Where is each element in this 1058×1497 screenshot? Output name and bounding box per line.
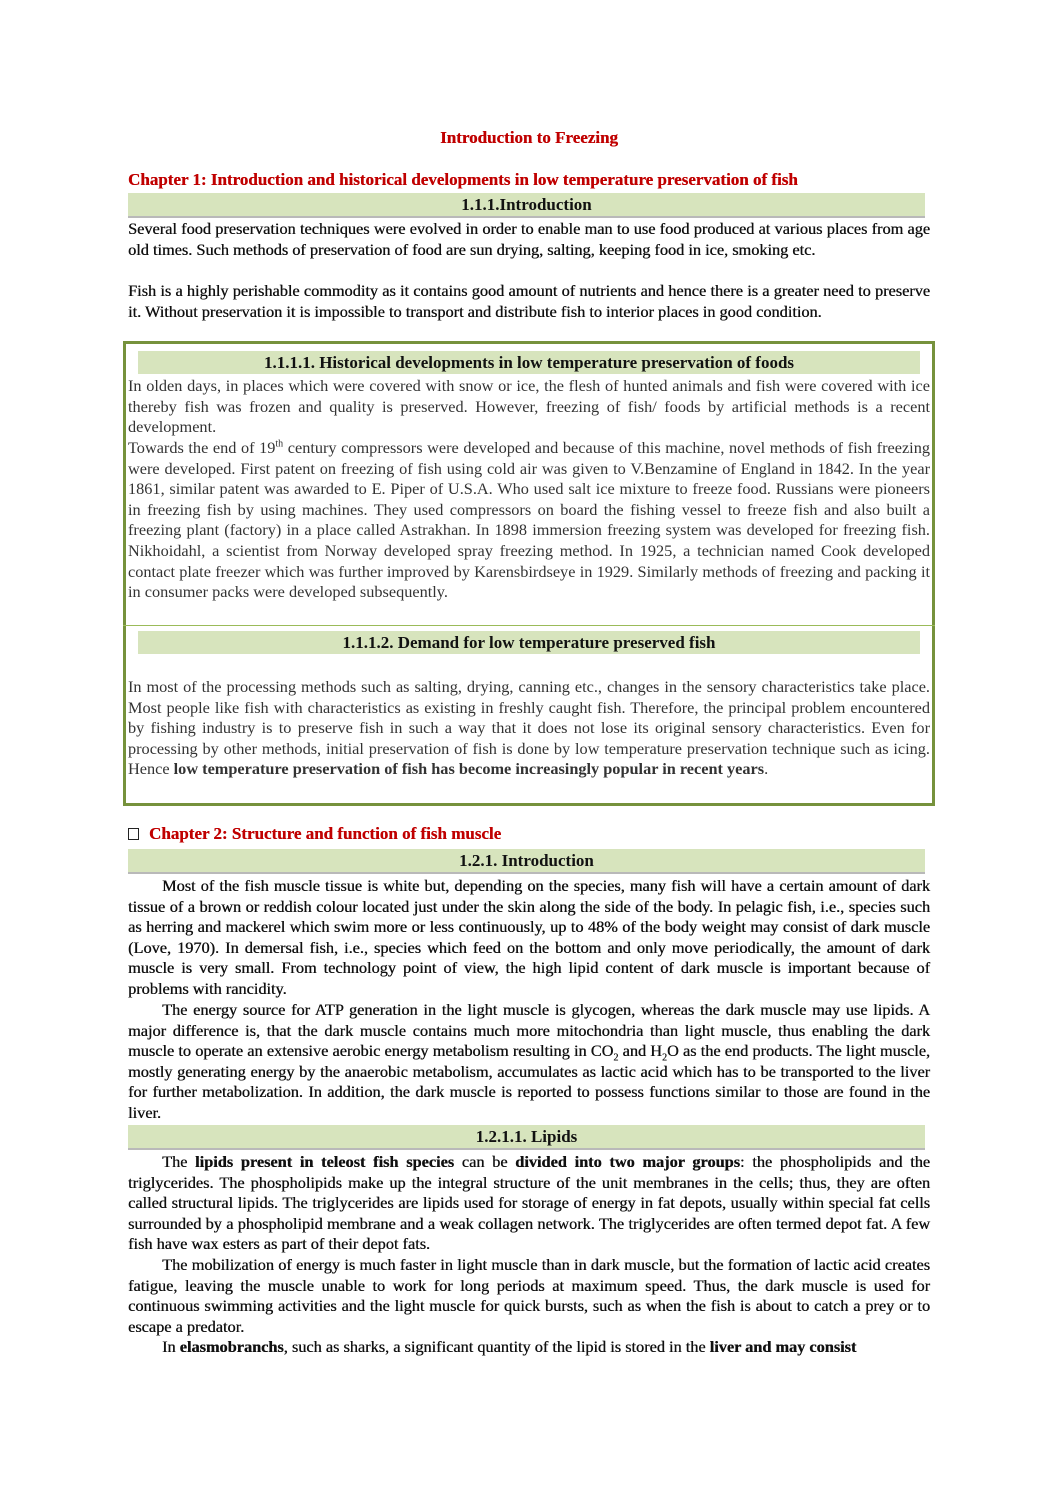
paragraph-lipids-2: The mobilization of energy is much faster in light muscle than in dark muscle, but the formation of lactic acid creates fatigue, leaving the muscle unable to work for long periods at maximum speed. Thus, the dark muscle is used for continuous swimming activities and the light muscle for quick bursts, such as when the fish is about to catch a prey or to escape a predator. xyxy=(128,1255,930,1336)
paragraph-intro-1: Several food preservation techniques were evolved in order to enable man to use food produced at various places from age old times. Such methods of preservation of food are sun drying, salting, keeping food in ice, smoking etc. xyxy=(128,219,930,259)
paragraph-history-1: In olden days, in places which were covered with snow or ice, the flesh of hunted animals and fish were covered with ice thereby fish was frozen and quality is preserved. However, freezing of fish/ foods by artificial methods is a recent development. xyxy=(128,376,930,437)
document-title: Introduction to Freezing xyxy=(440,128,618,147)
section-heading-1-1-1-2: 1.1.1.2. Demand for low temperature preserved fish xyxy=(138,631,920,654)
paragraph-history-2: Towards the end of 19th century compressors were developed and because of this machine, novel methods of fish freezing were developed. First patent on freezing of fish using cold air was given to V.Benzamine of England in 1842. In the year 1861, similar patent was awarded to E. Piper of U.S.A. Who used salt ice mixture to freeze food. Russians were pioneers in freezing fish by using machines. They used compressors on board the fishing vessel to freeze fish and also built a freezing plant (factory) in a place called Astrakhan. In 1898 immersion freezing system was developed for freezing fish. Nikhoidahl, a scientist from Norway developed spray freezing method. In 1925, a technician named Cook developed contact plate freezer which was further improved by Karensbirdseye in 1929. Similarly methods of freezing and packing it in consumer packs were developed subsequently. xyxy=(128,438,930,602)
paragraph-muscle-2: The energy source for ATP generation in the light muscle is glycogen, whereas the dark muscle may use lipids. A major difference is, that the dark muscle contains much more mitochondria than light muscle, thus enabling the dark muscle to operate an extensive aerobic energy metabolism resulting in $CO_2$ and $H_2O$ as the end products. The light muscle, mostly generating energy by the anaerobic metabolism, accumulates as lactic acid which has to be transported to the liver for further metabolization. In addition, the dark muscle is reported to possess functions similar to those are found in the liver. xyxy=(128,1000,931,1122)
section-heading-1-1-1-1: 1.1.1.1. Historical developments in low temperature preservation of foods xyxy=(138,351,920,374)
paragraph-lipids-1: The lipids present in teleost fish species can be divided into two major groups: the phospholipids and the triglycerides. The phospholipids make up the integral structure of the unit membranes in the cells; thus, they are often called structural lipids. The triglycerides are lipids used for storage of energy in fat depots, usually within special fat cells surrounded by a phospholipid membrane and a weak collagen network. The triglycerides are often termed depot fat. A few fish have wax esters as part of their depot fats. xyxy=(128,1152,931,1254)
ordinal-superscript: th xyxy=(275,438,284,450)
section-heading-1-1-1: 1.1.1.Introduction xyxy=(128,193,925,218)
checkbox-bullet-icon xyxy=(128,828,139,840)
paragraph-intro-2: Fish is a highly perishable commodity as it contains good amount of nutrients and hence there is a greater need to preserve it. Without preservation it is impossible to transport and distribute fish to interior places in good condition. xyxy=(128,281,930,321)
section-heading-1-2-1-1: 1.2.1.1. Lipids xyxy=(128,1125,925,1150)
chapter-1-heading: Chapter 1: Introduction and historical developments in low temperature preservation of fish xyxy=(128,170,798,189)
chapter-2-heading: Chapter 2: Structure and function of fish muscle xyxy=(128,824,501,844)
section-heading-1-2-1: 1.2.1. Introduction xyxy=(128,849,925,874)
paragraph-lipids-3: In elasmobranchs, such as sharks, a significant quantity of the lipid is stored in the liver and may consist xyxy=(162,1337,857,1356)
box-divider xyxy=(123,625,935,626)
paragraph-demand: In most of the processing methods such as salting, drying, canning etc., changes in the sensory characteristics take place. Most people like fish with characteristics as existing in freshly caught fish. Therefore, the principal problem encountered by fishing industry is to preserve fish in such a way that it does not lose its original sensory characteristics. Even for processing by other methods, initial preservation of fish is done by low temperature preservation technique such as icing. Hence low temperature preservation of fish has become increasingly popular in recent years. xyxy=(128,677,930,779)
paragraph-muscle-1: Most of the fish muscle tissue is white but, depending on the species, many fish will have a certain amount of dark tissue of a brown or reddish colour located just under the skin along the side of the body. In pelagic fish, i.e., species such as herring and mackerel which swim more or less continuously, up to 48% of the body weight may consist of dark muscle (Love, 1970). In demersal fish, i.e., species which feed on the bottom and only move periodically, the amount of dark muscle is very small. From technology point of view, the high lipid content of dark muscle is important because of problems with rancidity. xyxy=(128,876,930,998)
